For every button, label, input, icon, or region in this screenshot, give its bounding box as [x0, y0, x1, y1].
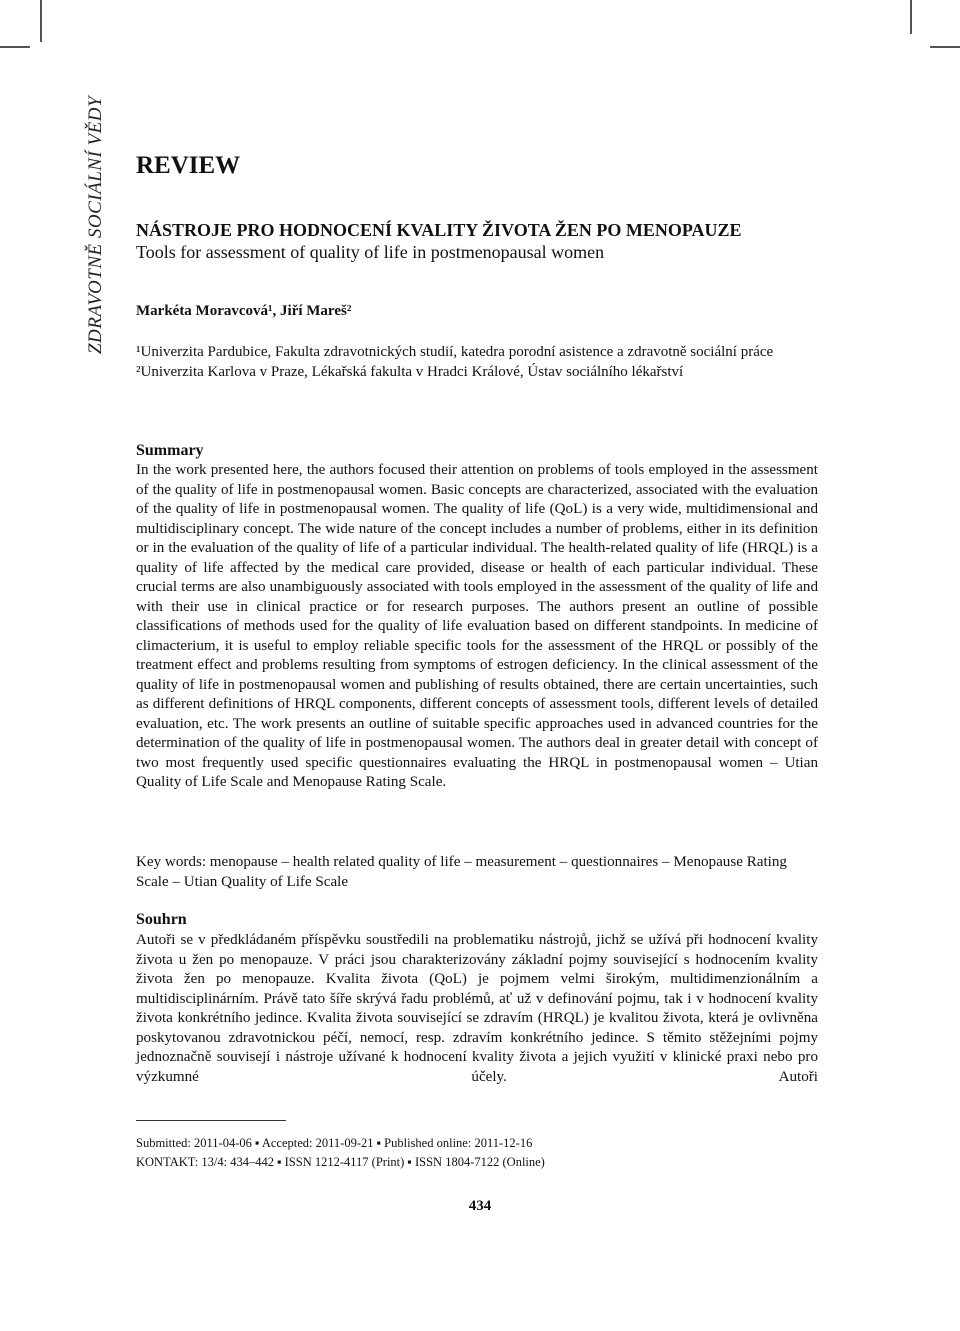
article-title-en: Tools for assessment of quality of life in postmenopausal women: [136, 242, 605, 262]
submission-dates: Submitted: 2011-04-06 ▪ Accepted: 2011-09-21 ▪ Published online: 2011-12-16: [136, 1136, 533, 1150]
crop-mark: [930, 46, 960, 48]
authors: Markéta Moravcová¹, Jiří Mareš²: [136, 303, 352, 319]
crop-mark: [40, 0, 42, 42]
keywords-section: [136, 853, 818, 892]
journal-info: KONTAKT: 13/4: 434–442 ▪ ISSN 1212-4117 (Print) ▪ ISSN 1804-7122 (Online): [136, 1155, 545, 1169]
souhrn-heading: Souhrn: [136, 911, 187, 928]
affiliations: [136, 343, 818, 382]
footer: [136, 1134, 818, 1172]
article-title-cz: NÁSTROJE PRO HODNOCENÍ KVALITY ŽIVOTA ŽEN PO MENOPAUZE: [136, 220, 742, 240]
section-label: REVIEW: [136, 152, 241, 179]
summary-section: [136, 461, 818, 793]
souhrn-section: [136, 931, 818, 1087]
affiliation-2: ²Univerzita Karlova v Praze, Lékařská fakulta v Hradci Králové, Ústav sociálního lékařství: [136, 363, 684, 380]
journal-name: ZDRAVOTNĚ SOCIÁLNÍ VĚDY: [85, 95, 106, 355]
page-number: 434: [468, 1198, 492, 1214]
souhrn-text: Autoři se v předkládaném příspěvku soustředili na problematiku nástrojů, jichž se užívá při hodnocení kvality života u žen po menopauze. V práci jsou charakterizovány základní pojmy související s hodnocením kvality života žen po menopauze. Kvalita života (QoL) je pojmem velmi širokým, multidimenzionálním a multidisciplinárním. Právě tato šíře skrývá řadu problémů, ať už v definování pojmu, tak i v hodnocení kvality života konkrétního jedince. Kvalita života související se zdravím (HRQL) je kvalitou života, která je ovlivněna poskytovanou zdravotnickou péčí, nemocí, resp. zdravím konkrétního jedince. S těmito stěžejními pojmy jednoznačně souvisejí i nástroje užívané k hodnocení kvality života a jejich využití v klinické praxi nebo pro výzkumné účely. Autoři: [136, 932, 818, 1085]
affiliation-1: ¹Univerzita Pardubice, Fakulta zdravotnických studií, katedra porodní asistence a zdravotně sociální práce: [136, 344, 774, 360]
summary-text: In the work presented here, the authors focused their attention on problems of tools employed in the assessment of the quality of life in postmenopausal women. Basic concepts are characterized, associated with the evaluation of the quality of life in postmenopausal women. The quality of life (QoL) is a very wide, multidimensional and multidisciplinary concept. The wide nature of the concept includes a number of problems, either in its definition or in the evaluation of the quality of life of a particular individual. The health-related quality of life (HRQL) is a quality of life affected by the medical care provided, disease or health of each particular individual. These crucial terms are also unambiguously associated with tools employed in the assessment of the quality of life and with their use in clinical practice or for research purposes. The authors present an outline of possible classifications of methods used for the quality of life evaluation based on different standpoints. In medicine of climacterium, it is useful to employ reliable specific tools for the assessment of the HRQL or possibly of the treatment effect and problems resulting from symptoms of estrogen deficiency. In the clinical assessment of the quality of life in postmenopausal women and publishing of results obtained, there are certain uncertainties, such as different definitions of HRQL components, different concepts of assessment tools, different levels of detailed evaluation, etc. The work presents an outline of suitable specific approaches used in advanced countries for the determination of the quality of life in postmenopausal women. The authors deal in greater detail with concept of two most frequently used specific questionnaires evaluating the HRQL in postmenopausal women – Utian Quality of Life Scale and Menopause Rating Scale.: [136, 462, 818, 790]
summary-heading: Summary: [136, 442, 204, 459]
keywords: Key words: menopause – health related quality of life – measurement – questionnaires – Menopause Rating Scale – Utian Quality of Life Scale: [136, 854, 787, 890]
crop-mark: [0, 46, 30, 48]
journal-sidebar: [82, 95, 110, 355]
footer-divider: [136, 1120, 286, 1121]
crop-mark: [910, 0, 912, 34]
